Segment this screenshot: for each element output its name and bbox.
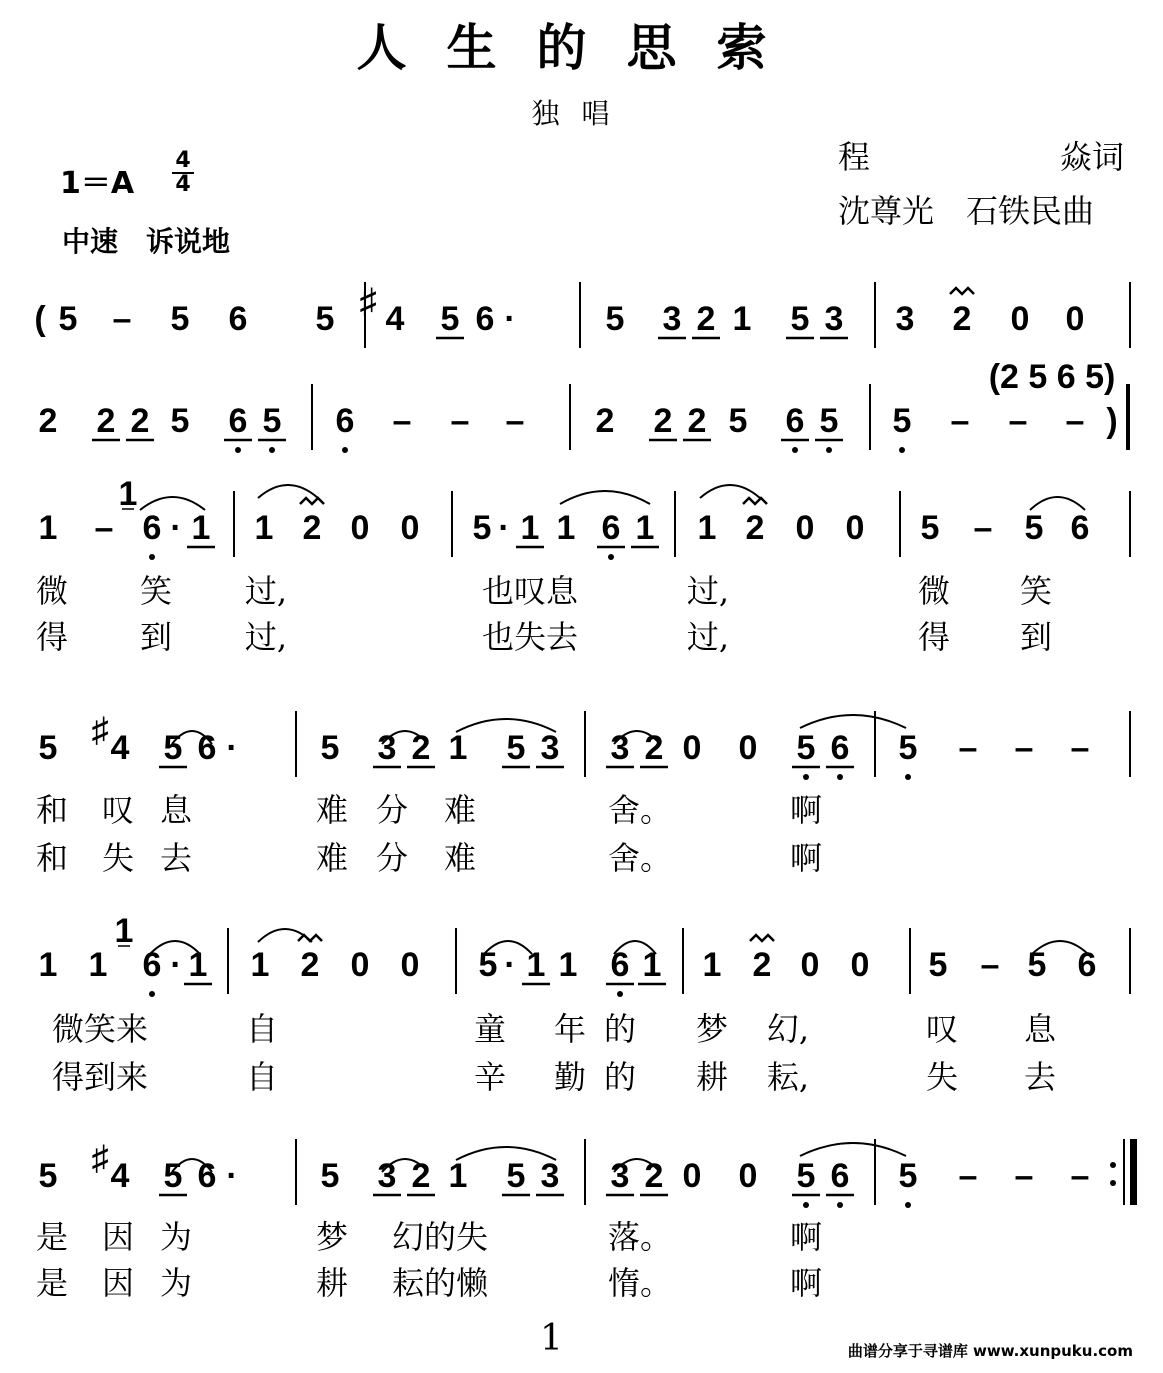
note: 4 — [385, 300, 405, 338]
note: · — [498, 509, 510, 547]
lyric-word: 是 — [35, 1218, 69, 1256]
note: 3 — [662, 300, 682, 338]
lyric-word: 得 — [917, 618, 951, 656]
lyric-word: 因 — [101, 1264, 135, 1302]
note: 0 — [800, 946, 820, 984]
note: 5 — [819, 402, 839, 440]
note: 0 — [738, 1157, 758, 1195]
note: 6 — [1070, 509, 1090, 547]
note: 1 — [558, 946, 578, 984]
note: 3 — [610, 1157, 630, 1195]
lyric-word: 啊 — [789, 791, 823, 829]
lyric-word: 惰。 — [607, 1264, 673, 1302]
note: – — [94, 509, 114, 547]
note: ♯ — [359, 282, 377, 320]
note: ♯ — [91, 1139, 109, 1177]
footer-credit: 曲谱分享于寻谱库 www.xunpuku.com — [847, 1342, 1133, 1360]
mordent-icon — [298, 935, 322, 941]
note: 1 — [520, 509, 540, 547]
note: 5 — [478, 946, 498, 984]
low-dot — [149, 991, 155, 997]
intro-motif: (2 5 6 5) — [988, 358, 1116, 396]
note: – — [392, 402, 412, 440]
lyric-word: 是 — [35, 1264, 69, 1302]
note: · — [504, 300, 516, 338]
note: 1 — [642, 946, 662, 984]
low-dot — [837, 1202, 843, 1208]
note: 0 — [795, 509, 815, 547]
time-bottom: 4 — [175, 172, 191, 197]
lyric-word: 失 — [101, 839, 135, 877]
lyric-word: 耕 — [315, 1264, 349, 1302]
lyric-word: 耘, — [766, 1058, 810, 1096]
note: 6 — [335, 402, 355, 440]
low-dot — [235, 447, 241, 453]
note: 1 — [188, 946, 208, 984]
note: 1 — [448, 729, 468, 767]
lyric-word: 难 — [443, 839, 477, 877]
note: – — [950, 402, 970, 440]
note: 1 — [732, 300, 752, 338]
note: – — [1070, 729, 1090, 767]
note: 5 — [315, 300, 335, 338]
lyric-word: 自 — [245, 1010, 279, 1048]
note: 1 — [38, 509, 58, 547]
note: ♯ — [91, 711, 109, 749]
note: 1 — [254, 509, 274, 547]
note: 1 — [88, 946, 108, 984]
note: 5 — [920, 509, 940, 547]
low-dot — [803, 1202, 809, 1208]
lyric-word: 叹 — [101, 791, 135, 829]
lyric-word: 辛 — [473, 1058, 507, 1096]
lyric-word: 舍。 — [607, 839, 673, 877]
note: ( — [34, 300, 46, 338]
note: 3 — [895, 300, 915, 338]
slur — [700, 485, 760, 498]
lyric-word: 啊 — [789, 1218, 823, 1256]
lyric-word: 微 — [35, 572, 69, 610]
note: 5 — [170, 300, 190, 338]
lyric-word: 过, — [686, 618, 730, 656]
note: 1 — [697, 509, 717, 547]
note: 2 — [644, 1157, 664, 1195]
grace-note: 1 — [118, 475, 138, 513]
lyric-word: 叹 — [925, 1010, 959, 1048]
lyric-word: 微笑来 — [51, 1010, 149, 1048]
note: 5 — [1024, 509, 1044, 547]
note: 6 — [1077, 946, 1097, 984]
note: 0 — [1065, 300, 1085, 338]
lyricist-surname: 程 — [838, 138, 871, 176]
note: 2 — [687, 402, 707, 440]
note: 0 — [738, 729, 758, 767]
note: 0 — [400, 946, 420, 984]
lyric-word: 年 — [553, 1010, 587, 1048]
note: 6 — [830, 1157, 850, 1195]
note: 0 — [1010, 300, 1030, 338]
lyric-word: 自 — [245, 1058, 279, 1096]
low-dot — [617, 991, 623, 997]
note: – — [1014, 729, 1034, 767]
note: – — [980, 946, 1000, 984]
note: 0 — [350, 509, 370, 547]
note: 3 — [377, 729, 397, 767]
note: 2 — [644, 729, 664, 767]
note: 6 — [228, 402, 248, 440]
note: 2 — [38, 402, 58, 440]
note: · — [170, 946, 182, 984]
lyric-word: 的 — [603, 1010, 637, 1048]
note: 6 — [142, 509, 162, 547]
note: 1 — [635, 509, 655, 547]
note: 6 — [228, 300, 248, 338]
lyric-word: 过, — [686, 572, 730, 610]
note: 2 — [411, 1157, 431, 1195]
note: 5 — [320, 1157, 340, 1195]
note: 2 — [96, 402, 116, 440]
note: – — [958, 1157, 978, 1195]
time-top: 4 — [175, 148, 191, 173]
note: 5 — [796, 1157, 816, 1195]
lyric-word: 勤 — [553, 1058, 587, 1096]
note: 5 — [58, 300, 78, 338]
note: 5 — [892, 402, 912, 440]
lyric-word: 童 — [473, 1010, 507, 1048]
note: 5 — [928, 946, 948, 984]
lyric-word: 因 — [101, 1218, 135, 1256]
note: 5 — [262, 402, 282, 440]
repeat-dot — [1110, 1162, 1116, 1168]
note: 5 — [1027, 946, 1047, 984]
lyric-word: 耘的懒 — [391, 1264, 489, 1302]
note: 2 — [130, 402, 150, 440]
note: 1 — [526, 946, 546, 984]
lyric-word: 也失去 — [481, 618, 579, 656]
lyric-word: 到 — [139, 618, 173, 656]
lyric-word: 失 — [925, 1058, 959, 1096]
note: 2 — [653, 402, 673, 440]
note: 5 — [320, 729, 340, 767]
note: 2 — [595, 402, 615, 440]
lyric-word: 和 — [35, 839, 69, 877]
note: 5 — [506, 1157, 526, 1195]
lyric-word: 息 — [159, 791, 193, 829]
note: 2 — [952, 300, 972, 338]
note: 0 — [350, 946, 370, 984]
composer-credit: 沈尊光 石铁民曲 — [838, 192, 1095, 230]
note: 2 — [696, 300, 716, 338]
note: – — [450, 402, 470, 440]
note: 0 — [845, 509, 865, 547]
note: 5 — [163, 729, 183, 767]
song-subtitle: 独唱 — [531, 97, 632, 130]
lyric-word: 分 — [375, 791, 409, 829]
lyric-word: 耕 — [695, 1058, 729, 1096]
note: 1 — [191, 509, 211, 547]
note: 5 — [796, 729, 816, 767]
low-dot — [905, 1202, 911, 1208]
note: 2 — [411, 729, 431, 767]
note: 6 — [610, 946, 630, 984]
note: 3 — [540, 1157, 560, 1195]
low-dot — [608, 554, 614, 560]
note: 6 — [475, 300, 495, 338]
note: 6 — [601, 509, 621, 547]
tempo-marking: 中速 诉说地 — [62, 225, 231, 258]
note: 0 — [400, 509, 420, 547]
lyric-word: 难 — [315, 791, 349, 829]
note: – — [958, 729, 978, 767]
lyric-word: 息 — [1023, 1010, 1057, 1048]
note: 2 — [300, 946, 320, 984]
lyric-word: 为 — [159, 1264, 193, 1302]
note: 5 — [506, 729, 526, 767]
note: 1 — [448, 1157, 468, 1195]
low-dot — [792, 447, 798, 453]
lyric-word: 笑 — [1019, 572, 1053, 610]
slur — [800, 715, 906, 728]
lyric-word: 微 — [917, 572, 951, 610]
lyric-word: 落。 — [607, 1218, 673, 1256]
lyric-word: 难 — [443, 791, 477, 829]
repeat-dot — [1110, 1180, 1116, 1186]
grace-note: 1 — [114, 912, 134, 950]
lyric-word: 得到来 — [51, 1058, 149, 1096]
note: 0 — [850, 946, 870, 984]
lyric-word: 得 — [35, 618, 69, 656]
low-dot — [149, 554, 155, 560]
low-dot — [905, 774, 911, 780]
note: 5 — [440, 300, 460, 338]
note: 5 — [898, 1157, 918, 1195]
low-dot — [269, 447, 275, 453]
lyric-word: 分 — [375, 839, 409, 877]
note: ) — [1106, 402, 1118, 440]
note: · — [226, 1157, 238, 1195]
song-title: 人生的思索 — [356, 18, 807, 77]
page-number: 1 — [540, 1318, 563, 1359]
note: 6 — [142, 946, 162, 984]
lyric-word: 梦 — [695, 1010, 729, 1048]
lyric-word: 笑 — [139, 572, 173, 610]
note: – — [1014, 1157, 1034, 1195]
note: – — [112, 300, 132, 338]
note: 6 — [197, 729, 217, 767]
note: · — [504, 946, 516, 984]
note: 0 — [682, 1157, 702, 1195]
low-dot — [803, 774, 809, 780]
note: 3 — [824, 300, 844, 338]
note: – — [1065, 402, 1085, 440]
note: 5 — [790, 300, 810, 338]
low-dot — [899, 447, 905, 453]
note: 3 — [610, 729, 630, 767]
note: 1 — [702, 946, 722, 984]
final-barline-thick — [1130, 1139, 1137, 1205]
low-dot — [342, 447, 348, 453]
note: 6 — [830, 729, 850, 767]
lyric-word: 也叹息 — [481, 572, 579, 610]
note: 2 — [302, 509, 322, 547]
lyric-word: 和 — [35, 791, 69, 829]
lyric-word: 过, — [244, 572, 288, 610]
note: 5 — [163, 1157, 183, 1195]
note: 5 — [38, 1157, 58, 1195]
note: 5 — [38, 729, 58, 767]
lyric-word: 梦 — [315, 1218, 349, 1256]
note: 2 — [745, 509, 765, 547]
note: 3 — [540, 729, 560, 767]
low-dot — [837, 774, 843, 780]
note: · — [226, 729, 238, 767]
lyricist-credit: 焱词 — [1060, 138, 1125, 176]
note: – — [1070, 1157, 1090, 1195]
slur — [800, 1143, 906, 1156]
mordent-icon — [743, 498, 767, 504]
note: 5 — [472, 509, 492, 547]
note: – — [1008, 402, 1028, 440]
note: 5 — [898, 729, 918, 767]
lyric-word: 幻的失 — [391, 1218, 489, 1256]
lyric-word: 去 — [1023, 1058, 1057, 1096]
mordent-icon — [750, 935, 774, 941]
note: 6 — [197, 1157, 217, 1195]
lyric-word: 为 — [159, 1218, 193, 1256]
note: 5 — [170, 402, 190, 440]
lyric-word: 到 — [1019, 618, 1053, 656]
note: – — [973, 509, 993, 547]
lyric-word: 啊 — [789, 839, 823, 877]
lyric-word: 的 — [603, 1058, 637, 1096]
slur — [560, 491, 650, 504]
note: – — [505, 402, 525, 440]
lyric-word: 难 — [315, 839, 349, 877]
note: 5 — [728, 402, 748, 440]
slur — [258, 485, 318, 498]
note: 2 — [752, 946, 772, 984]
note: 1 — [250, 946, 270, 984]
note: 0 — [682, 729, 702, 767]
lyric-word: 啊 — [789, 1264, 823, 1302]
lyric-word: 舍。 — [607, 791, 673, 829]
mordent-icon — [300, 498, 324, 504]
lyric-word: 过, — [244, 618, 288, 656]
note: 5 — [605, 300, 625, 338]
note: · — [170, 509, 182, 547]
lyric-word: 幻, — [766, 1010, 810, 1048]
note: 1 — [38, 946, 58, 984]
lyric-word: 去 — [159, 839, 193, 877]
note: 1 — [556, 509, 576, 547]
key-signature: 1＝A — [60, 166, 135, 201]
section-barline — [1126, 384, 1130, 450]
note: 3 — [377, 1157, 397, 1195]
low-dot — [826, 447, 832, 453]
note: 4 — [110, 1157, 130, 1195]
mordent-icon — [950, 288, 974, 294]
note: 4 — [110, 729, 130, 767]
note: 6 — [785, 402, 805, 440]
